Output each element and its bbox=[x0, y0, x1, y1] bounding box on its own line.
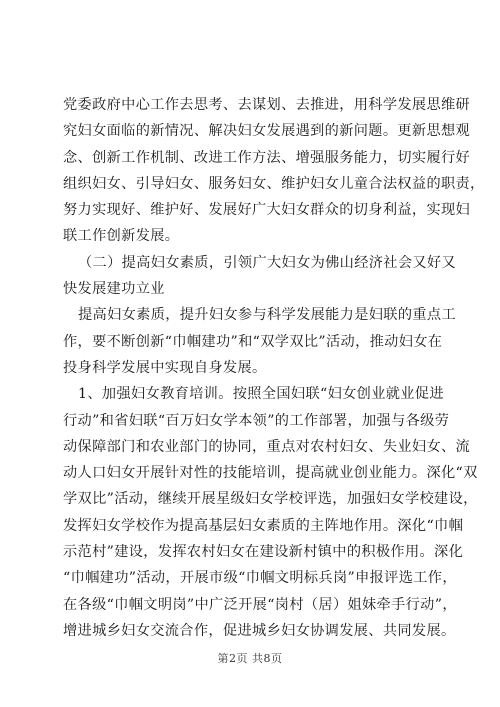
section-heading-line: 快发展建功立业 bbox=[63, 281, 165, 298]
body-line: 在各级“巾帼文明岗”中广泛开展“岗村（居）姐妹牵手行动”， bbox=[63, 596, 457, 613]
body-line: 示范村”建设，发挥农村妇女在建设新村镇中的积极作用。深化 bbox=[63, 544, 464, 561]
body-line: 动保障部门和农业部门的协同，重点对农村妇女、失业妇女、流 bbox=[63, 438, 471, 455]
body-line: 组织妇女、引导妇女、服务妇女、维护妇女儿童合法权益的职责， bbox=[63, 175, 485, 192]
body-line: 党委政府中心工作去思考、去谋划、去推进，用科学发展思维研 bbox=[63, 97, 471, 113]
body-line: 联工作创新发展。 bbox=[63, 228, 180, 245]
body-line: 究妇女面临的新情况、解决妇女发展遇到的新问题。更新思想观 bbox=[63, 123, 471, 140]
body-line: 努力实现好、维护好、发展好广大妇女群众的切身利益，实现妇 bbox=[63, 202, 471, 219]
body-line: 增进城乡妇女交流合作，促进城乡妇女协调发展、共同发展。 bbox=[63, 622, 456, 639]
body-line: “巾帼建功”活动，开展市级“巾帼文明标兵岗”申报评选工作， bbox=[63, 570, 457, 587]
body-line: 发挥妇女学校作为提高基层妇女素质的主阵地作用。深化“巾帼 bbox=[63, 517, 464, 534]
body-line: 学双比”活动，继续开展星级妇女学校评选，加强妇女学校建设， bbox=[63, 491, 478, 508]
body-line: 提高妇女素质，提升妇女参与科学发展能力是妇联的重点工 bbox=[78, 307, 456, 324]
document-body bbox=[63, 92, 485, 644]
section-heading-line: （二）提高妇女素质，引领广大妇女为佛山经济社会又好又 bbox=[78, 254, 456, 271]
body-line: 投身科学发展中实现自身发展。 bbox=[63, 359, 267, 376]
page-number-footer: 第2页 共8页 bbox=[217, 652, 283, 665]
body-line: 1、加强妇女教育培训。按照全国妇联“妇女创业就业促进 bbox=[78, 386, 444, 403]
body-line: 念、创新工作机制、改进工作方法、增强服务能力，切实履行好 bbox=[63, 149, 471, 166]
body-line: 作，要不断创新“巾帼建功”和“双学双比”活动，推动妇女在 bbox=[63, 333, 443, 350]
body-line: 行动”和省妇联“百万妇女学本领”的工作部署，加强与各级劳 bbox=[63, 412, 450, 429]
body-line: 动人口妇女开展针对性的技能培训，提高就业创业能力。深化“双 bbox=[63, 465, 478, 482]
